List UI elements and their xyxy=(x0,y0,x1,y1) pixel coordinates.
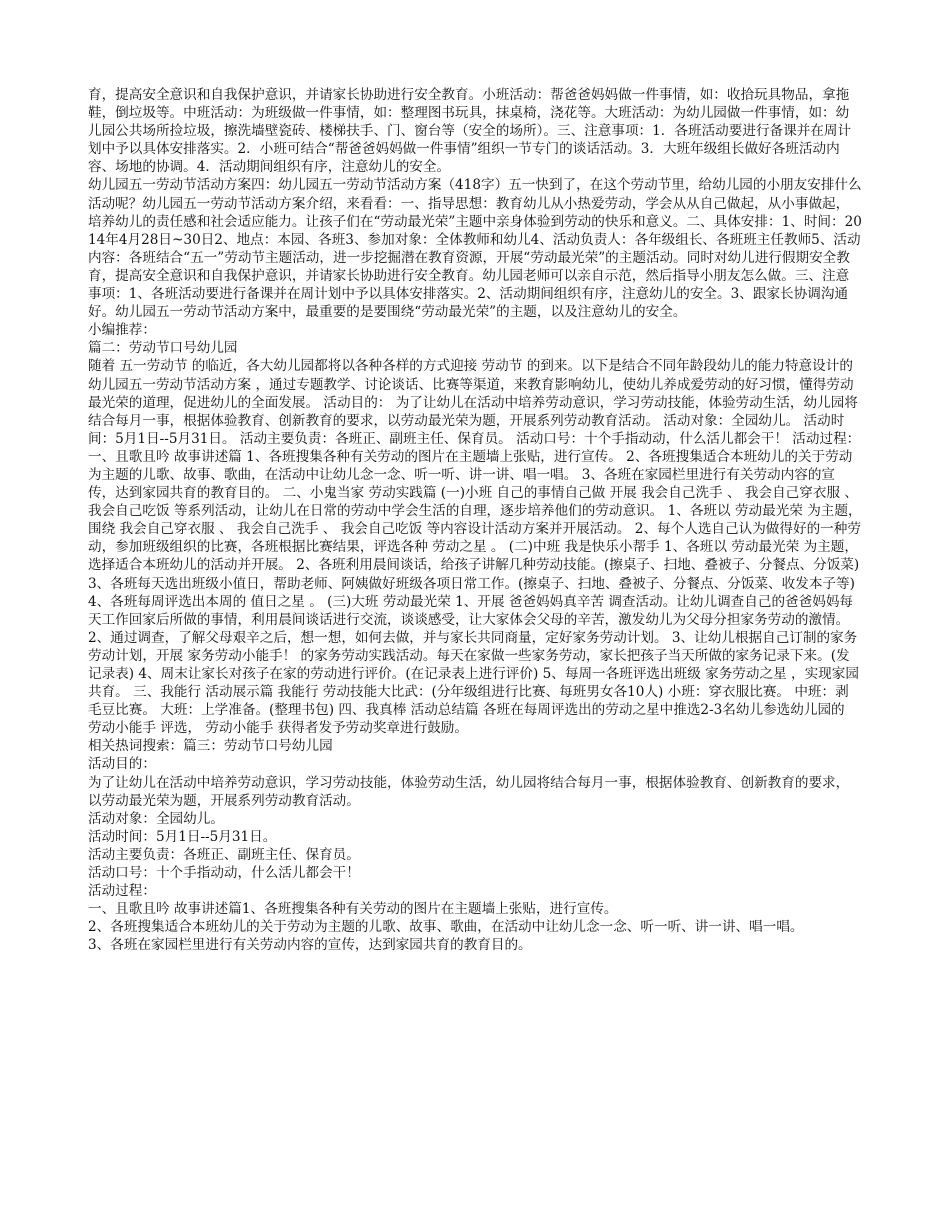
paragraph-activity-time: 活动时间：5月1日--5月31日。 xyxy=(88,828,277,845)
paragraph-part-two-body: 随着 五一劳动节 的临近，各大幼儿园都将以各种各样的方式迎接 劳动节 的到来。以下是结合不同年龄段幼儿的能力特意设计的 幼儿园五一劳动节活动方案 ，通过专题教学、讨论谈话、比赛等渠道，来教育影响幼儿，使幼儿养成爱劳动的好习惯，懂得劳动最光荣的道理，促进幼儿的全面发展。 活动目的： 为了让幼儿在活动中培养劳动意识，学习劳动技能，体验劳动生活，幼儿园将结合每月一事，根据体验教育、创新教育的要求，以劳动最光荣为题，开展系列劳动教育活动。 活动对象：全园幼儿。 活动时间：5月1日--5月31日。 活动主要负责：各班正、副班主任、保育员。 活动口号：十个手指动动，什么活儿都会干！ 活动过程： 一、且歌且吟 故事讲述篇 1、各班搜集各种有关劳动的图片在主题墙上张贴，进行宣传。 2、各班搜集适合本班幼儿的关于劳动为主题的儿歌、故事、歌曲，在活动中让幼儿念一念、听一听、讲一讲、唱一唱。 3、各班在家园栏里进行有关劳动内容的宣传，达到家园共育的教育目的。 二、小鬼当家 劳动实践篇 (一)小班 自己的事情自己做 开展 我会自己洗手 、 我会自己穿衣服 、 我会自己吃饭 等系列活动，让幼儿在日常的劳动中学会生活的自理，逐步培养他们的劳动意识。 1、各班以 劳动最光荣 为主题，围绕 我会自己穿衣服 、 我会自己洗手 、 我会自己吃饭 等内容设计活动方案并开展活动。 2、每个人选自己认为做得好的一种劳动，参加班级组织的比赛，各班根据比赛结果，评选各种 劳动之星 。 (二)中班 我是快乐小帮手 1、各班以 劳动最光荣 为主题，选择适合本班幼儿的活动并开展。 2、各班利用晨间谈话，给孩子讲解几种劳动技能。(擦桌子、扫地、叠被子、分餐点、分饭菜) 3、各班每天选出班级小值日，帮助老师、阿姨做好班级各项日常工作。(擦桌子、扫地、叠被子、分餐点、分饭菜、收发本子等) 4、各班每周评选出本周的 值日之星 。 (三)大班 劳动最光荣 1、开展 爸爸妈妈真辛苦 调查活动。让幼儿调查自己的爸爸妈妈每天工作回家后所做的事情，利用晨间谈话进行交流，谈谈感受，让大家体会父母的辛苦，激发幼儿为父母分担家务劳动的激情。 2、通过调查，了解父母艰辛之后，想一想，如何去做，并与家长共同商量，定好家务劳动计划。 3、让幼儿根据自己订制的家务劳动计划，开展 家务劳动小能手！ 的家务劳动实践活动。每天在家做一些家务劳动，家长把孩子当天所做的家务记录下来。(发记录表) 4、周末让家长对孩子在家的劳动进行评价。(在记录表上进行评价) 5、每周一各班评选出班级 家务劳动之星 ，实现家园共育。 三、我能行 活动展示篇 我能行 劳动技能大比武：(分年级组进行比赛、每班男女各10人) 小班：穿衣服比赛。 中班：剥毛豆比赛。 大班：上学准备。(整理书包) 四、我真棒 活动总结篇 各班在每周评选出的劳动之星中推选2-3名幼儿参选幼儿园的 劳动小能手 评选， 劳动小能手 获得者发予劳动奖章进行鼓励。 xyxy=(88,358,862,737)
paragraph-activity-slogan: 活动口号：十个手指动动，什么活儿都会干！ xyxy=(88,865,360,882)
paragraph-intro-continuation: 育，提高安全意识和自我保护意识，并请家长协助进行安全教育。小班活动：帮爸爸妈妈做一件事情，如：收拾玩具物品，拿拖鞋，倒垃圾等。中班活动：为班级做一件事情，如：整理图书玩具，抹桌椅，浇花等。大班活动：为幼儿园做一件事情，如：幼儿园公共场所捡垃圾，擦洗墙壁瓷砖、楼梯扶手、门、窗台等（安全的场所）。三、注意事项：1．各班活动要进行备课并在周计划中予以具体安排落实。2．小班可结合“帮爸爸妈妈做一件事情”组织一节专门的谈话活动。3．大班年级组长做好各班活动内容、场地的协调。4．活动期间组织有序，注意幼儿的安全。 xyxy=(88,87,852,176)
paragraph-plan-four: 幼儿园五一劳动节活动方案四：幼儿园五一劳动节活动方案（418字）五一快到了，在这个劳动节里，给幼儿园的小朋友安排什么活动呢？幼儿园五一劳动节活动方案介绍，来看看：一、指导思想：教育幼儿从小热爱劳动，学会从从自己做起，从小事做起，培养幼儿的责任感和社会适应能力。让孩子们在“劳动最光荣”主题中亲身体验到劳动的快乐和意义。二、具体安排：1、时间：2014年4月28日~30日2、地点：本园、各班3、参加对象：全体教师和幼儿4、活动负责人：各年级组长、各班班主任教师5、活动内容：各班结合“五一”劳动节主题活动，进一步挖掘潜在教育资源，开展“劳动最光荣”的主题活动。同时对幼儿进行假期安全教育，提高安全意识和自我保护意识，并请家长协助进行安全教育。幼儿园老师可以亲自示范，然后指导小朋友怎么做。三、注意事项：1、各班活动要进行备课并在周计划中予以具体安排落实。2、活动期间组织有序，注意幼儿的安全。3、跟家长协调沟通好。幼儿园五一劳动节活动方案中，最重要的是要围绕“劳动最光荣”的主题，以及注意幼儿的安全。 xyxy=(88,177,862,321)
paragraph-activity-process-label: 活动过程： xyxy=(88,883,156,900)
section-heading-part-two: 篇二：劳动节口号幼儿园 xyxy=(88,340,238,357)
paragraph-related-search: 相关热词搜索：篇三：劳动节口号幼儿园 xyxy=(88,738,333,755)
paragraph-activity-responsible: 活动主要负责：各班正、副班主任、保育员。 xyxy=(88,846,360,863)
paragraph-activity-goal: 为了让幼儿在活动中培养劳动意识，学习劳动技能，体验劳动生活，幼儿园将结合每月一事，根据体验教育、创新教育的要求，以劳动最光荣为题，开展系列劳动教育活动。 xyxy=(88,774,850,809)
paragraph-activity-target: 活动对象：全园幼儿。 xyxy=(88,810,224,827)
paragraph-activity-goal-label: 活动目的： xyxy=(88,756,156,773)
paragraph-process-step-two: 2、各班搜集适合本班幼儿的关于劳动为主题的儿歌、故事、歌曲，在活动中让幼儿念一念、听一听、讲一讲、唱一唱。 xyxy=(88,919,804,936)
paragraph-process-step-three: 3、各班在家园栏里进行有关劳动内容的宣传，达到家园共育的教育目的。 xyxy=(88,937,532,954)
paragraph-process-step-one: 一、且歌且吟 故事讲述篇1、各班搜集各种有关劳动的图片在主题墙上张贴，进行宣传。 xyxy=(88,901,618,918)
paragraph-editor-recommend: 小编推荐： xyxy=(88,322,156,339)
